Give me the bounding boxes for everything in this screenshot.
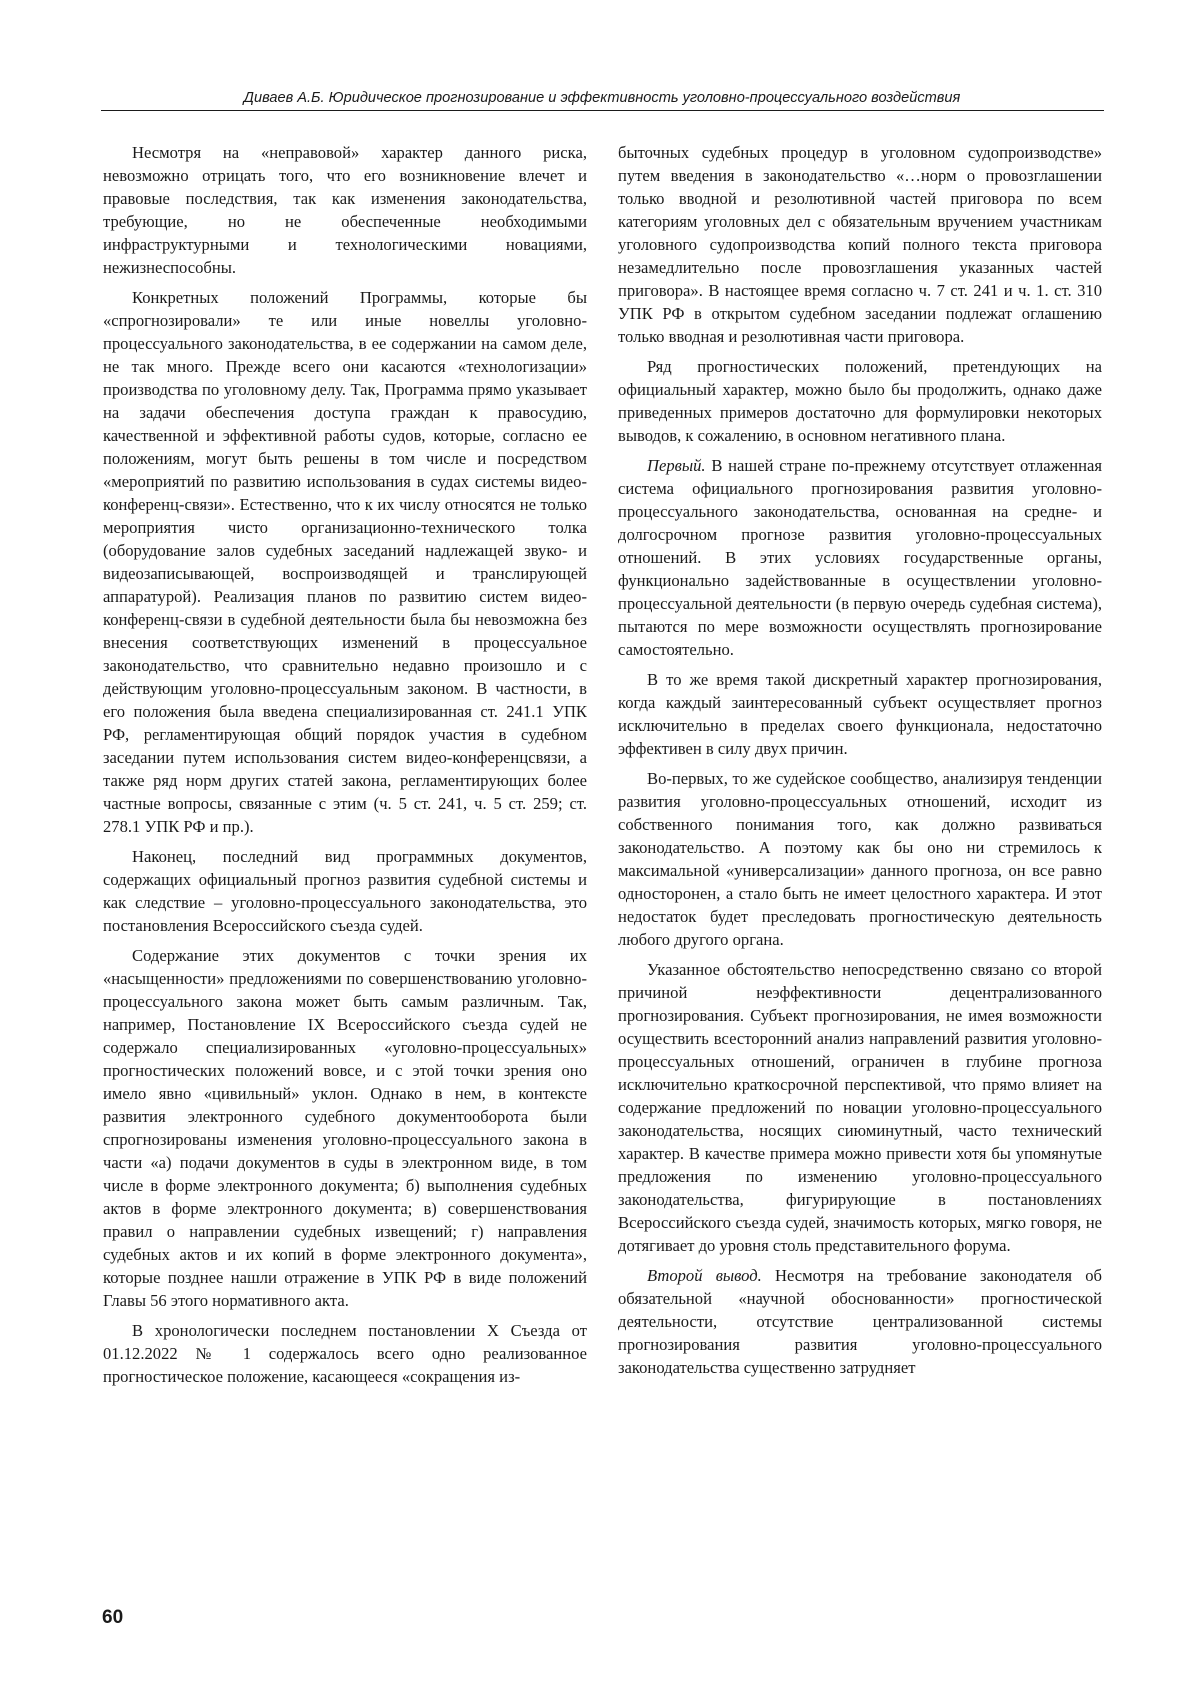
paragraph-text: Несмотря на требование законодателя об обязательной «научной обоснованности» прогностической деятельности, отсутствие централизованной системы прогнозирования развития уголовно-процессуального законодательства существенно затрудняет — [618, 1266, 1102, 1377]
paragraph: Несмотря на «неправовой» характер данного риска, невозможно отрицать того, что его возникновение влечет и правовые последствия, так как изменения законодательства, требующие, но не обеспеченные необходимыми инфраструктурными и технологическими новациями, нежизнеспособны. — [103, 143, 587, 277]
paragraph: Ряд прогностических положений, претендующих на официальный характер, можно было бы продолжить, однако даже приведенных примеров достаточно для формулировки некоторых выводов, к сожалению, в основном негативного плана. — [618, 357, 1102, 445]
paragraph-text: В нашей стране по-прежнему отсутствует отлаженная система официального прогнозирования развития уголовно-процессуального законодательства, основанная на средне- и долгосрочном прогнозе развития уголовно-процессуальных отношений. В этих условиях государственные органы, функционально задействованные в осуществлении уголовно-процессуальной деятельности (в первую очередь судебная система), пытаются по мере возможности осуществлять прогнозирование самостоятельно. — [618, 456, 1102, 659]
left-column — [103, 141, 587, 1388]
paragraph — [618, 1264, 1102, 1379]
paragraph: Наконец, последний вид программных документов, содержащих официальный прогноз развития судебной системы и как следствие – уголовно-процессуального законодательства, это постановления Всероссийского съезда судей. — [103, 847, 587, 935]
paragraph-continuation: быточных судебных процедур в уголовном судопроизводстве» путем введения в законодательство «…норм о провозглашении только вводной и резолютивной частей приговора по всем категориям уголовных дел с обязательным вручением участникам уголовного судопроизводства копий полного текста приговора незамедлительно после провозглашения указанных частей приговора». В настоящее время согласно ч. 7 ст. 241 и ч. 1. ст. 310 УПК РФ в открытом судебном заседании подлежат оглашению только вводная и резолютивная части приговора. — [618, 143, 1102, 346]
paragraph: В хронологически последнем постановлении X Съезда от 01.12.2022 № 1 содержалось всего одно реализованное прогностическое положение, касающееся «сокращения из- — [103, 1321, 587, 1386]
paragraph — [618, 454, 1102, 661]
paragraph: Указанное обстоятельство непосредственно связано со второй причиной неэффективности децентрализованного прогнозирования. Субъект прогнозирования, не имея возможности осуществить всесторонний анализ направлений развития уголовно-процессуальных отношений, ограничен в глубине прогноза исключительно краткосрочной перспективой, что прямо влияет на содержание предложений по новации уголовно-процессуального законодательства, носящих сиюминутный, часто технический характер. В качестве примера можно привести хотя бы упомянутые предложения по изменению уголовно-процессуального законодательства, фигурирующие в постановлениях Всероссийского съезда судей, значимость которых, мягко говоря, не дотягивает до уровня столь представительного форума. — [618, 960, 1102, 1255]
page-number: 60 — [102, 1607, 124, 1628]
paragraph-lead: Первый. — [647, 456, 706, 475]
paragraph: Во-первых, то же судейское сообщество, анализируя тенденции развития уголовно-процессуальных отношений, исходит из собственного понимания того, как должно развиваться законодательство. А поэтому как бы оно ни стремилось к максимальной «универсализации» данного прогноза, он все равно односторонен, а стало быть не имеет целостного характера. И этот недостаток будет преследовать прогностическую деятельность любого другого органа. — [618, 769, 1102, 949]
paragraph-lead: Второй вывод. — [647, 1266, 762, 1285]
paragraph: Конкретных положений Программы, которые бы «спрогнозировали» те или иные новеллы уголовно-процессуального законодательства, в ее содержании на самом деле, не так много. Прежде всего они касаются «технологизации» производства по уголовному делу. Так, Программа прямо указывает на задачи обеспечения доступа граждан к правосудию, качественной и эффективной работы судов, которые, согласно ее положениям, могут быть решены в том числе и посредством «мероприятий по развитию использования в судах системы видео-конференц-связи». Естественно, что к их числу относятся не только мероприятия чисто организационно-технического толка (оборудование залов судебных заседаний надлежащей звуко- и видеозаписывающей, воспроизводящей и транслирующей аппаратурой). Реализация планов по развитию систем видео-конференц-связи в судебной деятельности была бы невозможна без внесения соответствующих изменений в процессуальное законодательство, что сравнительно недавно произошло и с действующим уголовно-процессуальным законом. В частности, в его положения была введена специализированная ст. 241.1 УПК РФ, регламентирующая общий порядок участия в судебном заседании путем использования систем видео-конференцсвязи, а также ряд норм других статей закона, регламентирующих более частные вопросы, связанные с этим (ч. 5 ст. 241, ч. 5 ст. 259; ст. 278.1 УПК РФ и пр.). — [103, 288, 587, 836]
right-column — [618, 141, 1102, 1379]
paragraph: Содержание этих документов с точки зрения их «насыщенности» предложениями по совершенствованию уголовно-процессуального закона может быть самым различным. Так, например, Постановление IX Всероссийского съезда судей не содержало специализированных «уголовно-процессуальных» прогностических положений вовсе, и с этой точки зрения оно имело явно «цивильный» уклон. Однако в нем, в контексте развития электронного судебного документооборота были спрогнозированы изменения уголовно-процессуального закона в части «а) подачи документов в суды в электронном виде, в том числе в форме электронного документа; б) выполнения судебных актов в форме электронного документа; в) совершенствования правил о направлении судебных извещений; г) направления судебных актов и их копий в форме электронного документа», которые позднее нашли отражение в УПК РФ в виде положений Главы 56 этого нормативного акта. — [103, 946, 587, 1310]
paragraph: В то же время такой дискретный характер прогнозирования, когда каждый заинтересованный субъект осуществляет прогноз исключительно в пределах своего функционала, недостаточно эффективен в силу двух причин. — [618, 670, 1102, 758]
header-rule — [101, 110, 1104, 111]
running-header: Диваев А.Б. Юридическое прогнозирование и эффективность уголовно-процессуального воздействия — [243, 90, 961, 106]
